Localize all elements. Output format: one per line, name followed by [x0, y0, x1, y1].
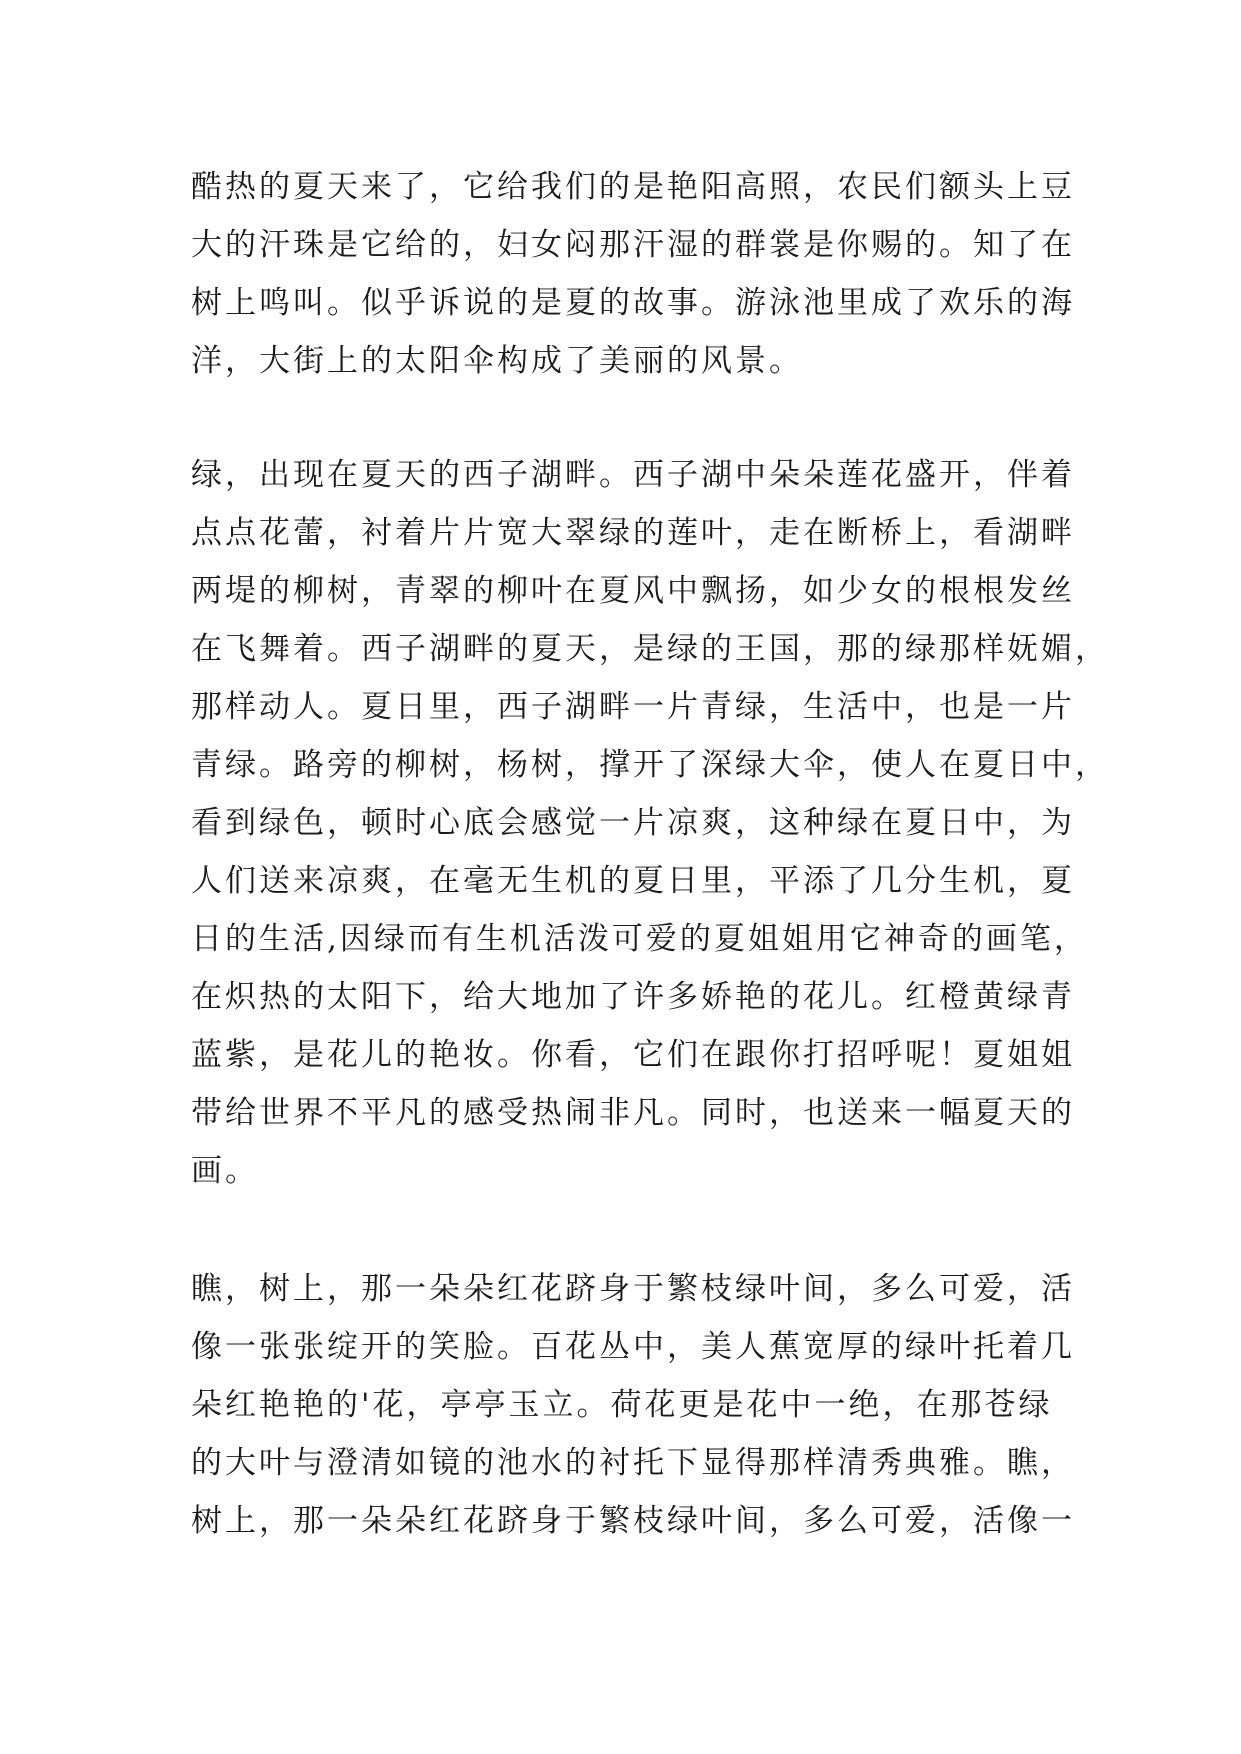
- text-line: 树上鸣叫。似乎诉说的是夏的故事。游泳池里成了欢乐的海: [191, 285, 1075, 321]
- text-line: 在炽热的太阳下，给大地加了许多娇艳的花儿。红橙黄绿青: [191, 979, 1075, 1015]
- text-line: 朵红艳艳的'花，亭亭玉立。荷花更是花中一绝，在那苍绿: [191, 1387, 1053, 1423]
- text-line: 人们送来凉爽，在毫无生机的夏日里，平添了几分生机，夏: [191, 863, 1075, 899]
- text-line: 像一张张绽开的笑脸。百花丛中，美人蕉宽厚的绿叶托着几: [191, 1329, 1075, 1365]
- text-line: 青绿。路旁的柳树，杨树，撑开了深绿大伞，使人在夏日中，: [191, 747, 1109, 783]
- text-line: 蓝紫，是花儿的艳妆。你看，它们在跟你打招呼呢！夏姐姐: [191, 1037, 1075, 1073]
- text-line: 那样动人。夏日里，西子湖畔一片青绿，生活中，也是一片: [191, 689, 1075, 725]
- text-line: 带给世界不平凡的感受热闹非凡。同时，也送来一幅夏天的: [191, 1095, 1075, 1131]
- text-line: 在飞舞着。西子湖畔的夏天，是绿的王国，那的绿那样妩媚，: [191, 631, 1109, 667]
- text-line: 画。: [191, 1153, 259, 1189]
- paragraph-west-lake-green: [191, 446, 1109, 1200]
- text-line: 洋，大街上的太阳伞构成了美丽的风景。: [191, 343, 803, 379]
- text-line: 两堤的柳树，青翠的柳叶在夏风中飘扬，如少女的根根发丝: [191, 573, 1075, 609]
- text-line: 看到绿色，顿时心底会感觉一片凉爽，这种绿在夏日中，为: [191, 805, 1075, 841]
- paragraph-red-flowers: [191, 1260, 1075, 1550]
- text-line: 的大叶与澄清如镜的池水的衬托下显得那样清秀典雅。瞧，: [191, 1445, 1075, 1481]
- text-line: 大的汗珠是它给的，妇女闷那汗湿的群裳是你赐的。知了在: [191, 227, 1075, 263]
- text-line: 日的生活,因绿而有生机活泼可爱的夏姐姐用它神奇的画笔，: [191, 921, 1088, 957]
- text-line: 绿，出现在夏天的西子湖畔。西子湖中朵朵莲花盛开，伴着: [191, 457, 1075, 493]
- text-line: 酷热的夏天来了，它给我们的是艳阳高照，农民们额头上豆: [191, 169, 1075, 205]
- text-line: 点点花蕾，衬着片片宽大翠绿的莲叶，走在断桥上，看湖畔: [191, 515, 1075, 551]
- text-line: 树上，那一朵朵红花跻身于繁枝绿叶间，多么可爱，活像一: [191, 1503, 1075, 1539]
- text-line: 瞧，树上，那一朵朵红花跻身于繁枝绿叶间，多么可爱，活: [191, 1271, 1075, 1307]
- paragraph-summer-heat: [191, 158, 1075, 390]
